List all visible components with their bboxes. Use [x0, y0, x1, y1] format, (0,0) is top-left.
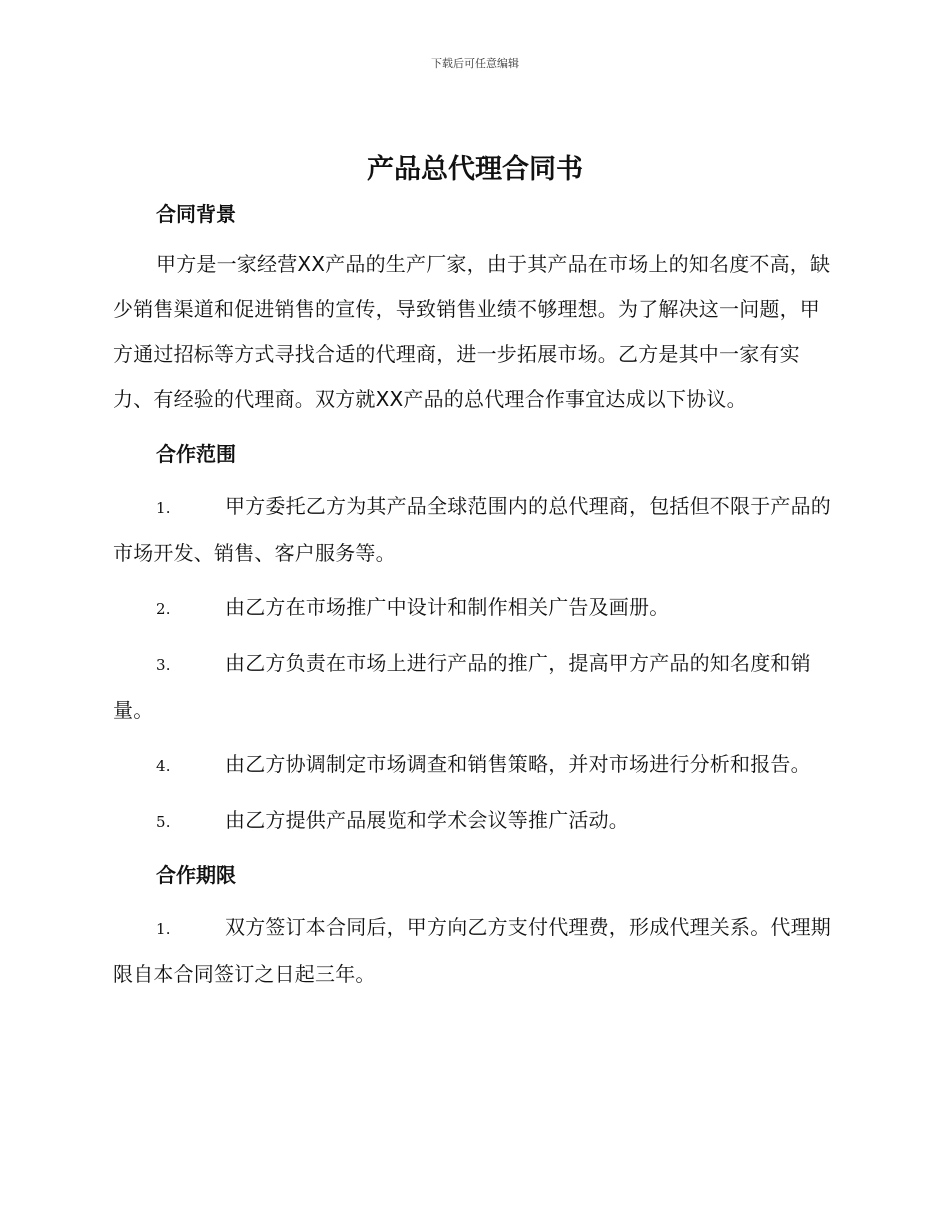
section-heading-scope: 合作范围 — [156, 442, 236, 466]
item-number: 3. — [156, 656, 171, 674]
scope-item-4 — [113, 742, 835, 789]
document-body — [113, 193, 835, 997]
background-paragraph: 甲方是一家经营XX产品的生产厂家，由于其产品在市场上的知名度不高，缺少销售渠道和促进销售的宣传，导致销售业绩不够理想。为了解决这一问题，甲方通过招标等方式寻找合适的代理商，进一步拓展市场。乙方是其中一家有实力、有经验的代理商。双方就XX产品的总代理合作事宜达成以下协议。 — [113, 252, 831, 411]
item-number: 1. — [156, 920, 171, 938]
scope-item-1 — [113, 484, 835, 576]
item-text: 甲方委托乙方为其产品全球范围内的总代理商，包括但不限于产品的市场开发、销售、客户服务等。 — [113, 494, 831, 565]
item-text: 双方签订本合同后，甲方向乙方支付代理费，形成代理关系。代理期限自本合同签订之日起三年。 — [113, 915, 831, 986]
term-item-1 — [113, 905, 835, 997]
item-number: 2. — [156, 600, 171, 618]
item-text: 由乙方在市场推广中设计和制作相关广告及画册。 — [225, 595, 670, 619]
scope-item-5 — [113, 798, 835, 845]
item-text: 由乙方协调制定市场调查和销售策略，并对市场进行分析和报告。 — [225, 752, 811, 776]
item-number: 5. — [156, 813, 171, 831]
scope-item-2 — [113, 585, 835, 632]
section-heading-background: 合同背景 — [156, 202, 236, 226]
section-heading-term: 合作期限 — [156, 863, 236, 887]
item-text: 由乙方负责在市场上进行产品的推广，提高甲方产品的知名度和销量。 — [113, 651, 811, 722]
item-text: 由乙方提供产品展览和学术会议等推广活动。 — [225, 808, 629, 832]
header-note: 下载后可任意编辑 — [431, 57, 519, 70]
document-title: 产品总代理合同书 — [367, 154, 583, 185]
item-number: 4. — [156, 757, 171, 775]
item-number: 1. — [156, 499, 171, 517]
scope-item-3 — [113, 641, 835, 733]
